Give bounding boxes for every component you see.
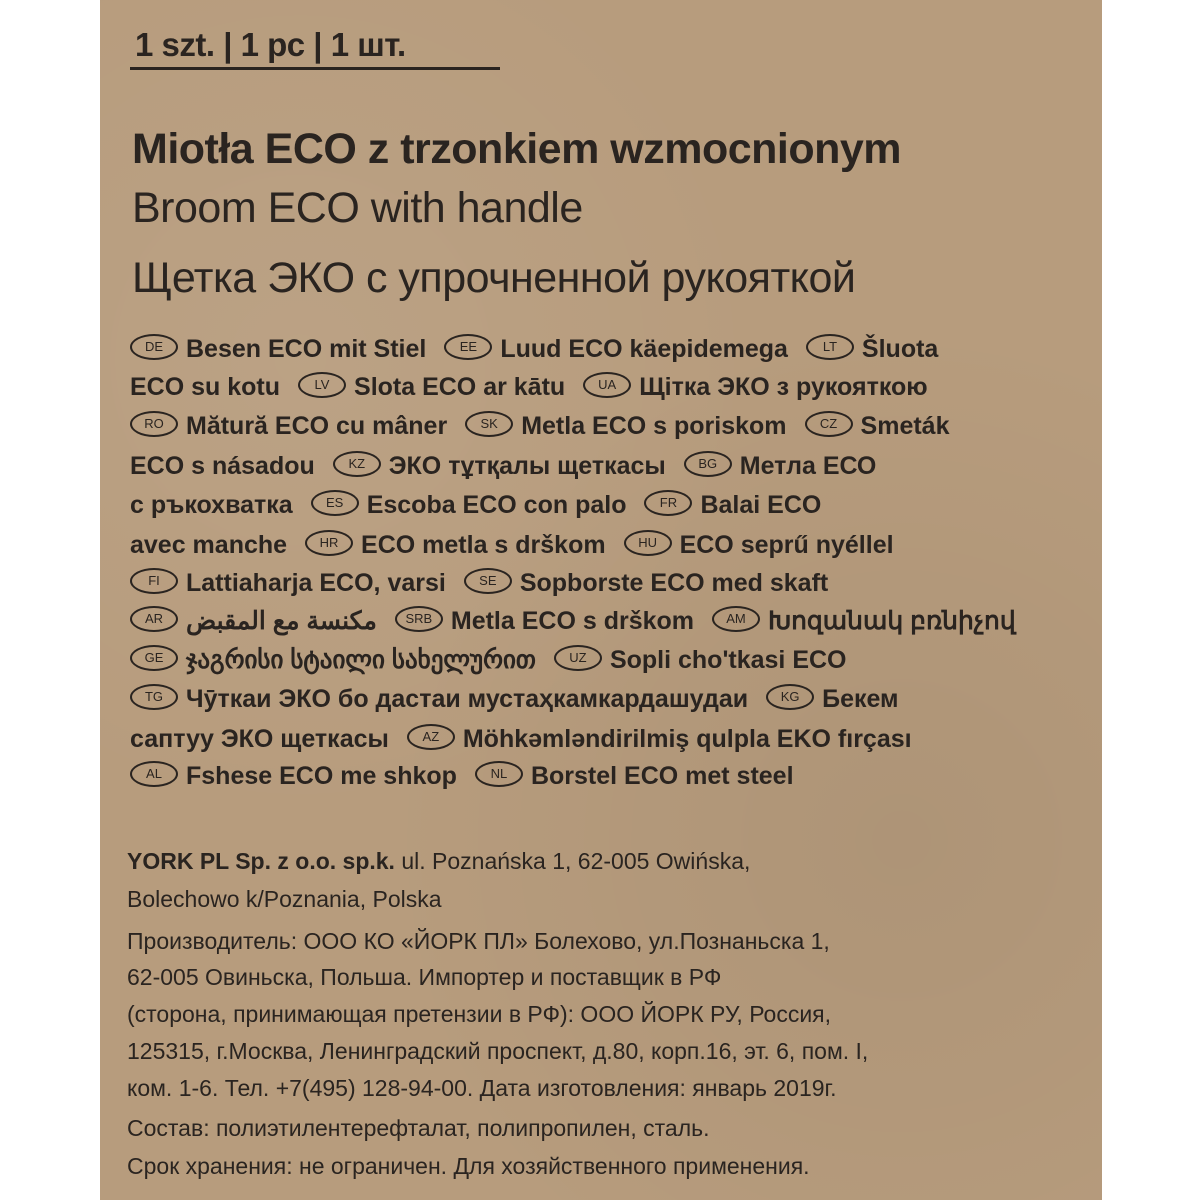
translation-text: Метла ЕСО	[739, 452, 877, 480]
translation-line	[130, 643, 847, 677]
translation-text: Щітка ЭКО з рукояткою	[639, 373, 928, 401]
language-badge: TG	[130, 684, 178, 710]
translation-text: Mătură ECO cu mâner	[186, 412, 448, 440]
manufacturer-address-2: Bolechowo k/Poznania, Polska	[127, 886, 442, 912]
language-badge: CZ	[805, 411, 853, 437]
translation-text: Чӯткаи ЭКО бо дастаи мустаҳкамкардашудаи	[186, 685, 749, 713]
translation-line	[130, 722, 912, 756]
translation-text: مكنسة مع المقبض	[186, 607, 377, 635]
language-badge: ES	[311, 490, 359, 516]
translation-text: Խոզանակ բռնիչով	[768, 607, 1016, 635]
translation-text: Escoba ECO con palo	[366, 491, 627, 519]
translation-text: Бекем	[822, 685, 899, 713]
language-badge: DE	[130, 334, 178, 360]
translation-text: ECO su kotu	[130, 373, 281, 401]
language-badge: AZ	[407, 724, 455, 750]
translation-line	[130, 488, 821, 522]
quantity-underline	[130, 67, 500, 70]
translation-text: ECO seprű nyéllel	[679, 531, 894, 559]
manufacturer-company: YORK PL Sp. z o.o. sp.k.	[127, 848, 395, 874]
title-english: Broom ECO with handle	[132, 184, 583, 232]
language-badge: HR	[305, 530, 353, 556]
translation-text: Balai ECO	[700, 491, 822, 519]
ru-storage-line: Срок хранения: не ограничен. Для хозяйственного применения.	[127, 1153, 810, 1179]
manufacturer-address: ul. Poznańska 1, 62-005 Owińska,	[401, 848, 751, 874]
ru-info-line: 62-005 Овиньска, Польша. Импортер и поставщик в РФ	[127, 964, 722, 990]
translation-text: ECO s násadou	[130, 452, 315, 480]
ru-info-line: 125315, г.Москва, Ленинградский проспект, д.80, корп.16, эт. 6, пом. I,	[127, 1038, 869, 1064]
translation-text: саптуу ЭКО щеткасы	[130, 725, 389, 753]
ru-composition-line: Состав: полиэтилентерефталат, полипропилен, сталь.	[127, 1115, 710, 1141]
translation-text: Smeták	[860, 412, 950, 440]
translation-text: ECO metla s drškom	[361, 531, 606, 559]
translation-text: Metla ECO s poriskom	[521, 412, 787, 440]
translation-text: Sopli cho'tkasi ECO	[609, 646, 847, 674]
language-badge: AR	[130, 606, 178, 632]
translation-text: Luud ECO käepidemega	[500, 335, 788, 363]
translation-text: ЭКО тұтқалы щеткасы	[388, 452, 666, 480]
translation-line	[130, 370, 928, 404]
translation-line	[130, 759, 794, 793]
language-badge: UZ	[554, 645, 602, 671]
language-badge: SK	[465, 411, 513, 437]
language-badge: SE	[464, 568, 512, 594]
translation-text: Lattiaharja ECO, varsi	[186, 569, 446, 597]
translation-text: ჯაგრისი სტაილი სახელურით	[186, 646, 536, 674]
language-badge: LV	[298, 372, 346, 398]
ru-info-line: Производитель: ООО КО «ЙОРК ПЛ» Болехово, ул.Познаньска 1,	[127, 928, 830, 954]
translation-text: Metla ECO s drškom	[450, 607, 695, 635]
language-badge: FI	[130, 568, 178, 594]
language-badge: KG	[766, 684, 814, 710]
translation-text: Möhkəmləndirilmiş qulpla EKO fırçası	[462, 725, 912, 753]
language-badge: SRB	[395, 606, 443, 632]
translation-text: Slota ECO ar kātu	[354, 373, 566, 401]
translation-text: Fshese ECO me shkop	[186, 762, 457, 790]
language-badge: UA	[583, 372, 631, 398]
ru-info-line: ком. 1-6. Тел. +7(495) 128-94-00. Дата изготовления: январь 2019г.	[127, 1075, 837, 1101]
quantity-text: 1 szt. | 1 pc | 1 шт.	[135, 26, 406, 63]
translation-line	[130, 528, 894, 562]
translation-line	[130, 604, 1016, 638]
translation-text: с ръкохватка	[130, 491, 293, 519]
translation-text: Besen ECO mit Stiel	[186, 335, 427, 363]
translation-line	[130, 409, 950, 443]
title-polish: Miotła ECO z trzonkiem wzmocnionym	[132, 125, 902, 173]
translation-text: Sopborste ECO med skaft	[519, 569, 829, 597]
language-badge: AM	[712, 606, 760, 632]
language-badge: GE	[130, 645, 178, 671]
product-label	[100, 0, 1102, 1200]
translation-line	[130, 449, 876, 483]
translation-line	[130, 332, 938, 366]
language-badge: LT	[806, 334, 854, 360]
translation-line	[130, 566, 828, 600]
language-badge: FR	[644, 490, 692, 516]
language-badge: RO	[130, 411, 178, 437]
translation-text: avec manche	[130, 531, 288, 559]
ru-info-line: (сторона, принимающая претензии в РФ): ООО ЙОРК РУ, Россия,	[127, 1001, 832, 1027]
translation-text: Šluota	[861, 335, 939, 363]
manufacturer-line	[127, 846, 750, 876]
translation-text: Borstel ECO met steel	[530, 762, 794, 790]
language-badge: KZ	[333, 451, 381, 477]
language-badge: HU	[624, 530, 672, 556]
language-badge: BG	[684, 451, 732, 477]
language-badge: AL	[130, 761, 178, 787]
translation-line	[130, 682, 899, 716]
language-badge: NL	[475, 761, 523, 787]
language-badge: EE	[444, 334, 492, 360]
title-russian: Щетка ЭКО с упрочненной рукояткой	[132, 254, 856, 302]
